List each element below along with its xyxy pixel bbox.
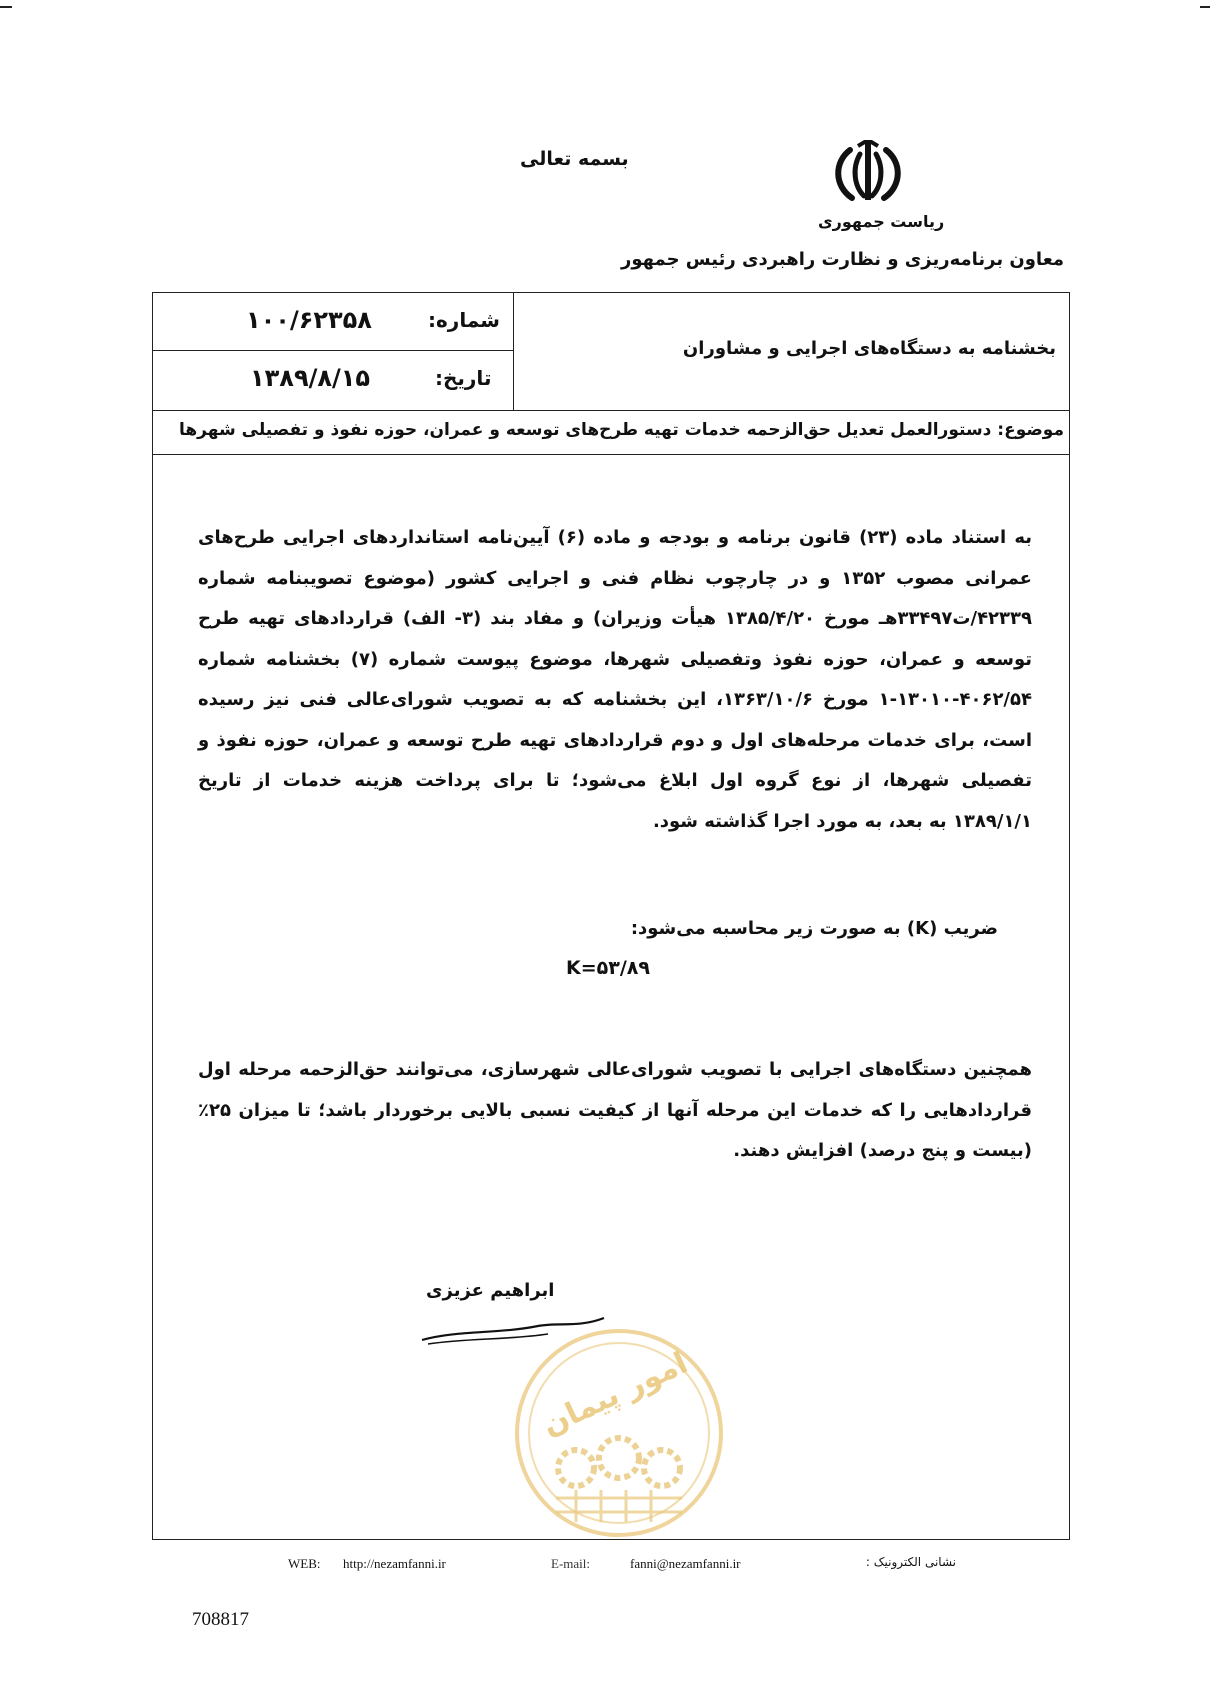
k-coefficient-value: K=۵۳/۸۹ xyxy=(566,957,650,979)
svg-text:امور پیمان: امور پیمان xyxy=(536,1345,694,1444)
presidency-title: ریاست جمهوری xyxy=(818,212,945,231)
scan-mark xyxy=(0,6,12,8)
deputy-title: معاون برنامه‌ریزی و نظارت راهبردی رئیس جمهور xyxy=(620,249,1064,270)
box-divider xyxy=(152,350,514,351)
recipient: بخشنامه به دستگاه‌های اجرایی و مشاوران xyxy=(682,338,1056,359)
date-label: تاریخ: xyxy=(435,366,492,390)
k-coefficient-intro: ضریب (K) به صورت زیر محاسبه می‌شود: xyxy=(630,918,998,939)
footer-email-label: نشانی الکترونیک : xyxy=(865,1555,956,1569)
date-value: ۱۳۸۹/۸/۱۵ xyxy=(250,364,371,392)
body-paragraph: به استناد ماده (۲۳) قانون برنامه و بودجه و ماده (۶) آیین‌نامه استانداردهای اجرایی طرح‌های عمرانی مصوب ۱۳۵۲ و در چارچوب نظام فنی و اجرایی کشور (موضوع تصویبنامه شماره ۴۲۳۳۹/ت۳۳۴۹۷هـ مورخ ۱۳۸۵/۴/۲۰ هیأت وزیران) و مفاد بند (۳- الف) قراردادهای تهیه طرح توسعه و عمران، حوزه نفوذ وتفصیلی شهرها، موضوع پیوست شماره (۷) بخشنامه شماره ۴۰۶۲/۵۴-۱۳۰۱۰-۱ مورخ ۱۳۶۳/۱۰/۶، این بخشنامه که به تصویب شورای‌عالی فنی نیز رسیده است، برای خدمات مرحله‌های اول و دوم قراردادهای تهیه طرح توسعه و عمران، حوزه نفوذ و تفصیلی شهرها، از نوع گروه اول ابلاغ می‌شود؛ تا برای پرداخت هزینه خدمات از تاریخ ۱۳۸۹/۱/۱ به بعد، به مورد اجرا گذاشته شود. xyxy=(198,527,1032,832)
iran-emblem-icon xyxy=(828,140,908,206)
subject: موضوع: دستورالعمل تعدیل حق‌الزحمه خدمات تهیه طرح‌های توسعه و عمران، حوزه نفوذ و تفصیلی شهرها xyxy=(179,420,1064,440)
footer-email-link[interactable]: fanni@nezamfanni.ir xyxy=(630,1556,741,1571)
footer-web-label: WEB: xyxy=(288,1556,321,1571)
handwritten-signature xyxy=(418,1300,608,1350)
number-value: ۱۰۰/۶۲۳۵۸ xyxy=(246,306,372,334)
body-paragraph-2: همچنین دستگاه‌های اجرایی با تصویب شورای‌عالی شهرسازی، می‌توانند حق‌الزحمه مرحله اول قراردادهایی را که خدمات این مرحله آنها از کیفیت نسبی بالایی برخوردار باشد؛ تا میزان ۲۵٪ (بیست و پنج درصد) افزایش دهند. xyxy=(198,1059,1032,1161)
footer-web-link[interactable]: http://nezamfanni.ir xyxy=(343,1556,446,1571)
signer-name: ابراهیم عزیزی xyxy=(426,1280,555,1301)
subject-divider xyxy=(152,454,1070,455)
basmala: بسمه تعالی xyxy=(520,148,629,170)
header-divider xyxy=(152,410,1070,411)
scan-mark xyxy=(1200,6,1210,8)
document-id: 708817 xyxy=(192,1609,249,1630)
number-label: شماره: xyxy=(428,308,500,332)
footer-email-tag: E-mail: xyxy=(551,1556,590,1571)
